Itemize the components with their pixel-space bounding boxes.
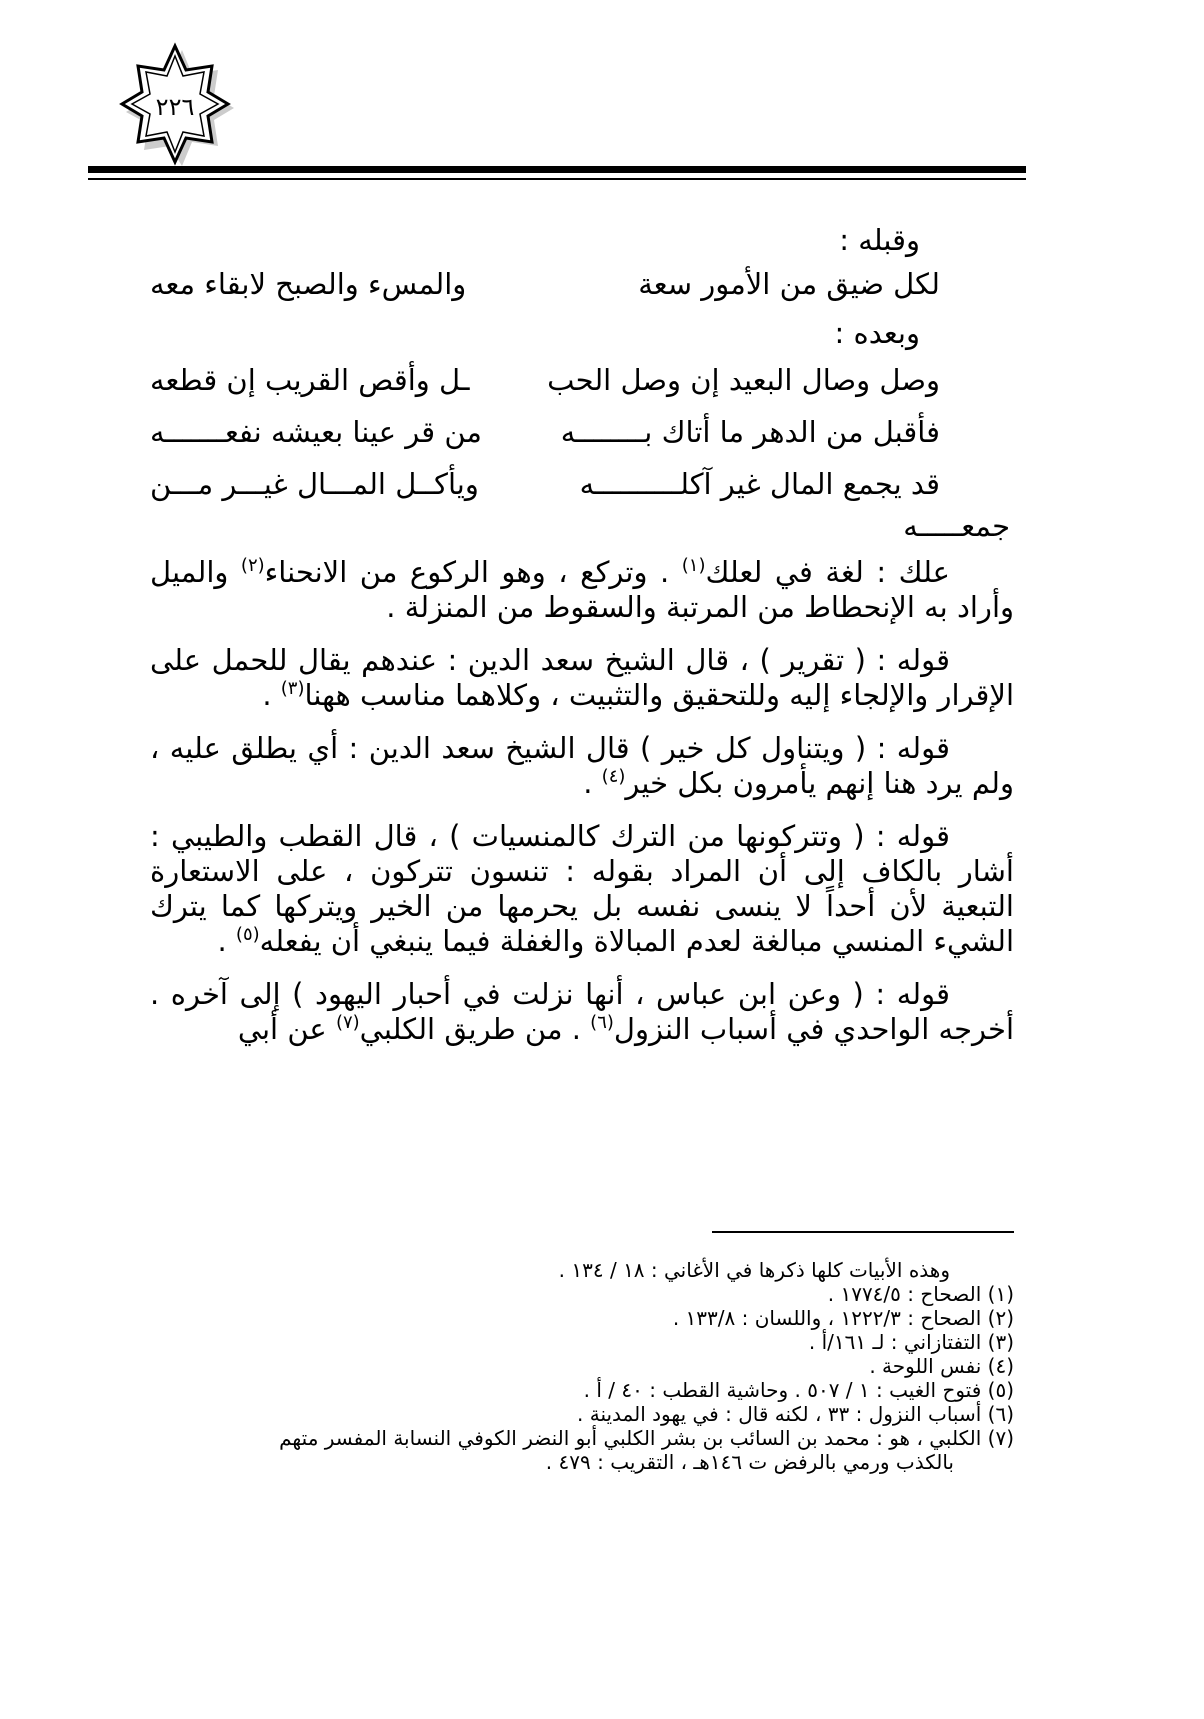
verse-4-continuation-block	[150, 508, 1010, 548]
verse-4-first-hemistich: قد يجمع المال غير آكلــــــــــه	[579, 467, 940, 501]
footnotes	[150, 1258, 1014, 1474]
paragraph-2-text-a: قوله : ( تقرير ) ، قال الشيخ سعد الدين : عندهم يقال للحمل على الإقرار والإلجاء إليه وللتحقيق والتثبيت ، وكلاهما مناسب ههنا	[150, 643, 1014, 712]
footnote-lead: وهذه الأبيات كلها ذكرها في الأغاني : ١٨ / ١٣٤ .	[558, 1258, 950, 1282]
footnote-item-7: (٧) الكلبي ، هو : محمد بن السائب بن بشر الكلبي أبو النضر الكوفي النسابة المفسر متهم	[279, 1426, 1014, 1450]
footnote-item: (١) الصحاح : ١٧٧٤/٥ .	[827, 1282, 1014, 1306]
verse-1-first-hemistich: لكل ضيق من الأمور سعة	[638, 267, 940, 301]
intro-before: وقبله :	[839, 223, 920, 257]
footnote-item: (٣) التفتازاني : لـ ١٦١/أ .	[808, 1330, 1014, 1354]
paragraph-4	[150, 819, 1014, 959]
verse-4-second-hemistich: ويأكــل المـــال غيـــر مـــن	[150, 467, 479, 501]
footnote-ref-1: (١)	[681, 555, 706, 576]
verse-3	[150, 414, 940, 450]
verse-2-first-hemistich: وصل وصال البعيد إن وصل الحب	[547, 363, 940, 397]
footnote-ref-3: (٣)	[280, 678, 305, 699]
paragraph-5-text-c: عن أبي	[237, 1012, 336, 1046]
paragraph-1-text-c: والميل وأراد به الإنحطاط من المرتبة والسقوط من المنزلة .	[150, 555, 1014, 624]
footnote-ref-5: (٥)	[235, 924, 260, 945]
intro-before-block	[150, 222, 1010, 262]
paragraph-1	[150, 555, 1014, 625]
paragraph-1-text-a: علك : لغة في لعلك	[705, 555, 950, 589]
verse-2-second-hemistich: ـل وأقص القريب إن قطعه	[150, 363, 470, 397]
page-number-badge	[110, 42, 240, 172]
footnote-item: (٤) نفس اللوحة .	[869, 1354, 1014, 1378]
verse-1-second-hemistich: والمسء والصبح لابقاء معه	[150, 267, 467, 301]
paragraph-5-text-b: . من طريق الكلبي	[359, 1012, 591, 1046]
intro-after: وبعده :	[834, 316, 920, 350]
verse-2	[150, 362, 940, 398]
paragraph-2-text-b: .	[262, 678, 281, 712]
paragraph-3-text-b: .	[583, 766, 602, 800]
footnote-separator	[712, 1231, 1014, 1233]
footnote-ref-4: (٤)	[601, 766, 626, 787]
paragraph-4-text-a: قوله : ( وتتركونها من الترك كالمنسيات ) ، قال القطب والطيبي : أشار بالكاف إلى أن المراد بقوله : تنسون تتركون ، على الاستعارة التبعية لأن أحداً لا ينسى نفسه بل يحرمها من الخير ويتركها كما يترك الشيء المنسي مبالغة لعدم المبالاة والغفلة فيما ينبغي أن يفعله	[150, 819, 1014, 958]
verse-3-second-hemistich: من قر عينا بعيشه نفعـــــــه	[150, 415, 482, 449]
footnote-item-7-continued: بالكذب ورمي بالرفض ت ١٤٦هـ ، التقريب : ٤٧٩ .	[545, 1450, 954, 1474]
verse-1	[150, 266, 940, 302]
header-rule	[88, 166, 1026, 173]
paragraph-4-text-b: .	[217, 924, 236, 958]
footnote-ref-2: (٢)	[240, 555, 265, 576]
footnote-ref-7: (٧)	[335, 1012, 360, 1033]
footnote-item: (٢) الصحاح : ١٢٢٢/٣ ، واللسان : ١٣٣/٨ .	[672, 1306, 1014, 1330]
paragraph-5-text-a: قوله : ( وعن ابن عباس ، أنها نزلت في أحبار اليهود ) إلى آخره . أخرجه الواحدي في أسباب النزول	[150, 977, 1014, 1046]
paragraph-5	[150, 977, 1014, 1047]
paragraph-3	[150, 731, 1014, 801]
footnote-item: (٥) فتوح الغيب : ١ / ٥٠٧ . وحاشية القطب : ٤٠ / أ .	[583, 1378, 1014, 1402]
page-number: ٢٢٦	[155, 93, 195, 121]
paragraph-2	[150, 643, 1014, 713]
intro-after-block	[150, 315, 1010, 355]
verse-3-first-hemistich: فأقبل من الدهر ما أتاك بــــــــه	[560, 415, 940, 449]
footnote-ref-6: (٦)	[590, 1012, 614, 1033]
verse-4	[150, 466, 940, 502]
verse-4-continuation: جمعـــــه	[903, 509, 1010, 543]
footnote-item: (٦) أسباب النزول : ٣٣ ، لكنه قال : في يهود المدينة .	[577, 1402, 1014, 1426]
paragraph-1-text-b: . وتركع ، وهو الركوع من الانحناء	[264, 555, 682, 589]
paragraph-3-text-a: قوله : ( ويتناول كل خير ) قال الشيخ سعد الدين : أي يطلق عليه ، ولم يرد هنا إنهم يأمرون بكل خير	[150, 731, 1014, 800]
header-rule-thin	[88, 178, 1026, 180]
